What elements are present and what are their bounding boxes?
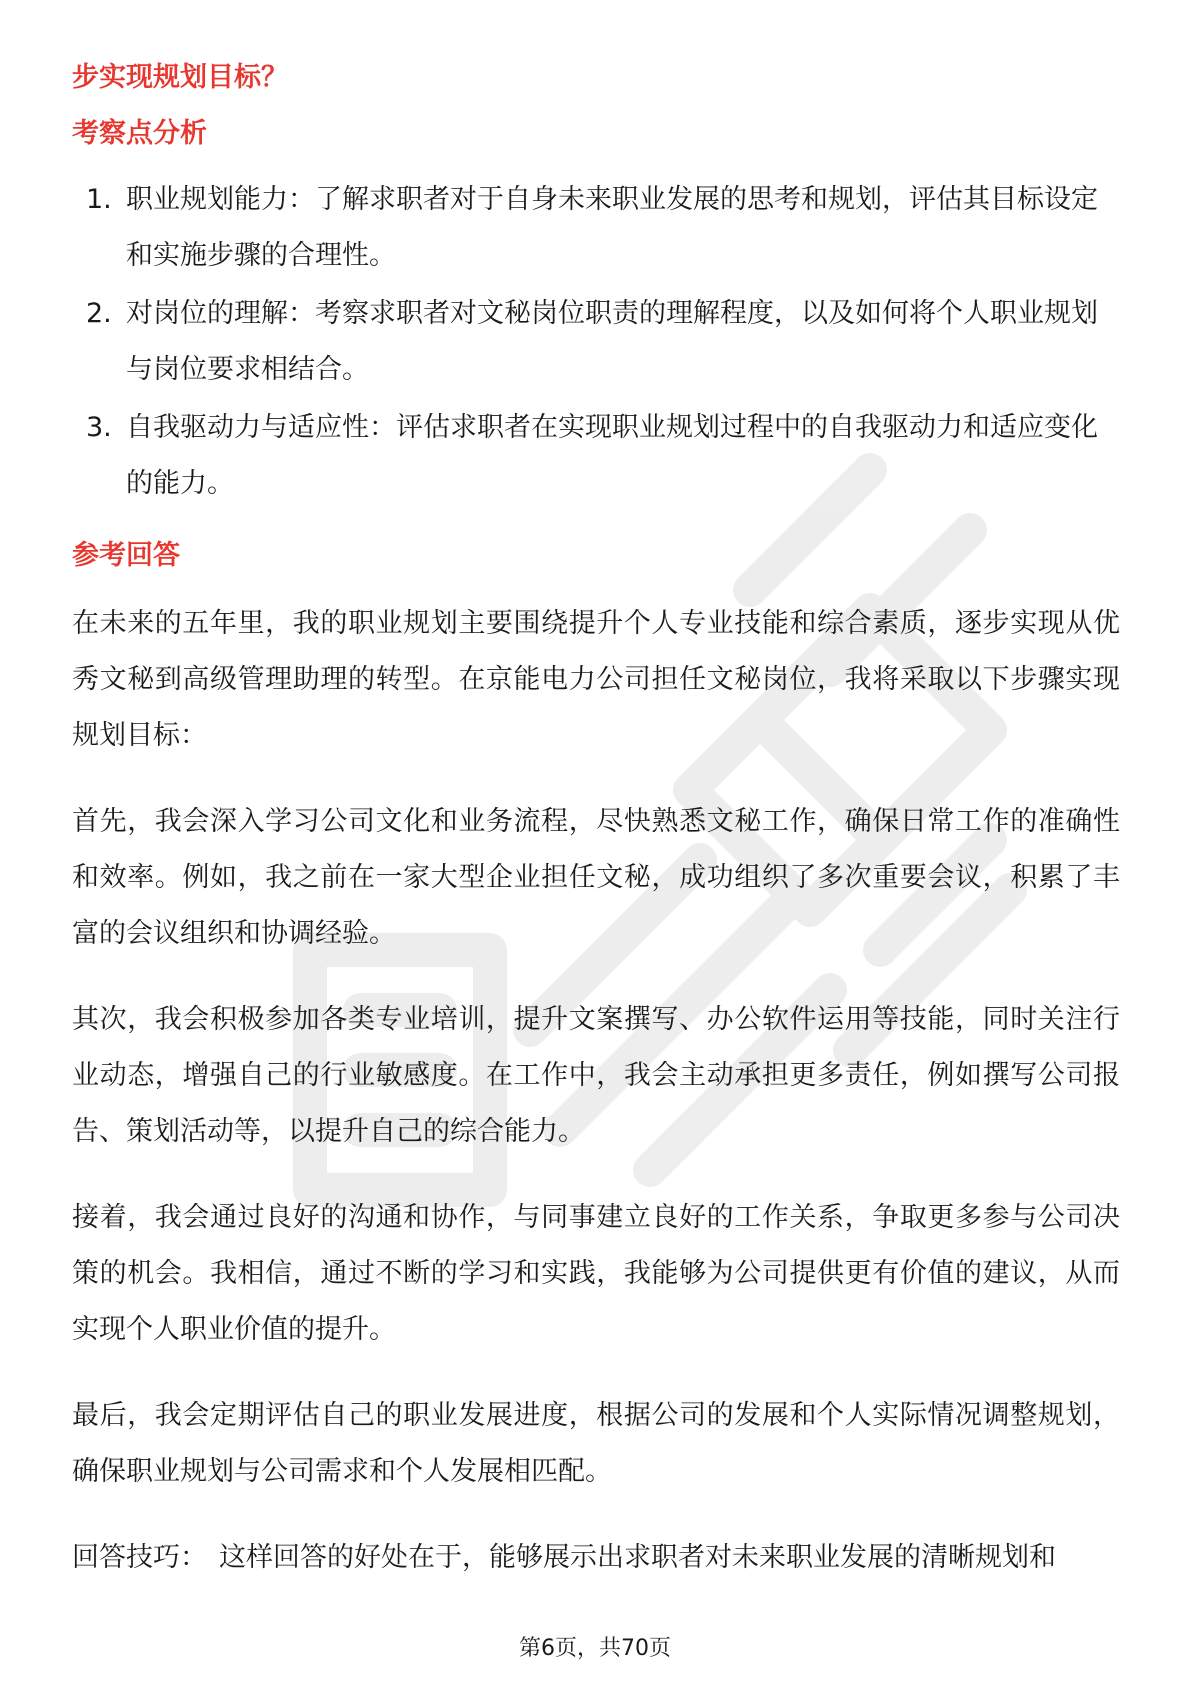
- answer-paragraph: 最后，我会定期评估自己的职业发展进度，根据公司的发展和个人实际情况调整规划，确保职业规划与公司需求和个人发展相匹配。: [72, 1400, 1120, 1487]
- list-item: [72, 286, 1120, 398]
- analysis-points-list: [72, 172, 1120, 512]
- list-item: [72, 172, 1120, 284]
- answer-paragraph: 首先，我会深入学习公司文化和业务流程，尽快熟悉文秘工作，确保日常工作的准确性和效率。例如，我之前在一家大型企业担任文秘，成功组织了多次重要会议，积累了丰富的会议组织和协调经验。: [72, 806, 1120, 949]
- answer-paragraph: 接着，我会通过良好的沟通和协作，与同事建立良好的工作关系，争取更多参与公司决策的机会。我相信，通过不断的学习和实践，我能够为公司提供更有价值的建议，从而实现个人职业价值的提升。: [72, 1202, 1120, 1345]
- question-tail-heading: 步实现规划目标？: [72, 62, 288, 93]
- answer-heading: 参考回答: [72, 540, 180, 571]
- answer-paragraph: 其次，我会积极参加各类专业培训，提升文案撰写、办公软件运用等技能，同时关注行业动态，增强自己的行业敏感度。在工作中，我会主动承担更多责任，例如撰写公司报告、策划活动等，以提升自己的综合能力。: [72, 1004, 1120, 1147]
- list-number: 2.: [86, 298, 112, 329]
- tip-text: 这样回答的好处在于，能够展示出求职者对未来职业发展的清晰规划和: [219, 1542, 1056, 1573]
- page-number: 第6页，共70页: [519, 1636, 671, 1661]
- list-number: 1.: [86, 184, 112, 215]
- document-content: [72, 48, 1120, 1586]
- answer-tip: [72, 1530, 1120, 1586]
- list-item-text: 自我驱动力与适应性：评估求职者在实现职业规划过程中的自我驱动力和适应变化的能力。: [126, 412, 1098, 499]
- list-item-text: 职业规划能力：了解求职者对于自身未来职业发展的思考和规划，评估其目标设定和实施步骤的合理性。: [126, 184, 1098, 271]
- analysis-heading: 考察点分析: [72, 118, 207, 149]
- list-number: 3.: [86, 412, 112, 443]
- tip-label: 回答技巧：: [72, 1542, 207, 1573]
- list-item-text: 对岗位的理解：考察求职者对文秘岗位职责的理解程度，以及如何将个人职业规划与岗位要求相结合。: [126, 298, 1098, 385]
- answer-paragraph: 在未来的五年里，我的职业规划主要围绕提升个人专业技能和综合素质，逐步实现从优秀文秘到高级管理助理的转型。在京能电力公司担任文秘岗位，我将采取以下步骤实现规划目标：: [72, 608, 1120, 751]
- list-item: [72, 400, 1120, 512]
